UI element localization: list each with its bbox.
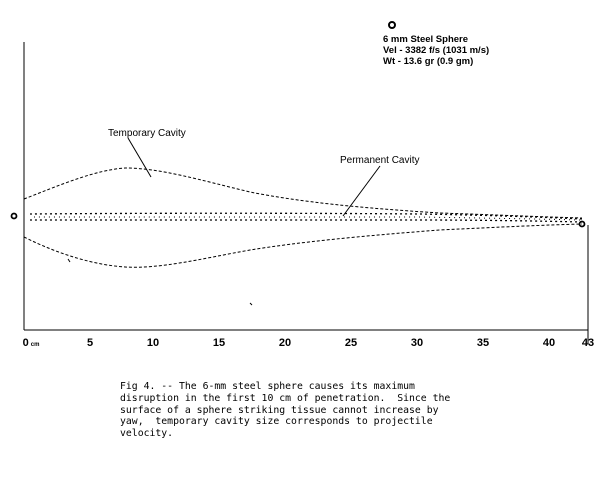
figure-caption: Fig 4. -- The 6-mm steel sphere causes its maximum disruption in the first 10 cm of penetration. Since the surface of a sphere striking tissue cannot increase by yaw, temporary cavity size corresponds to projectile velocity. (120, 381, 451, 440)
start-marker-icon (12, 214, 17, 219)
axis-tick-40: 40 (542, 337, 556, 349)
axis-tick-0: 0 cm (22, 337, 40, 349)
axis-tick-5: 5 (86, 337, 94, 349)
axis-tick-10: 10 (146, 337, 160, 349)
permanent-cavity-lower-track (30, 220, 582, 222)
temporary-cavity-pointer (128, 138, 151, 177)
speck-mark (68, 259, 70, 262)
axis-tick-15: 15 (212, 337, 226, 349)
projectile-info (383, 34, 489, 67)
projectile-weight: Wt - 13.6 gr (0.9 gm) (383, 56, 474, 67)
projectile-name: 6 mm Steel Sphere (383, 34, 469, 45)
permanent-cavity-pointer (343, 166, 380, 216)
temporary-cavity-lower-outline (24, 224, 582, 267)
speck-mark (250, 303, 252, 305)
axis-tick-30: 30 (410, 337, 424, 349)
permanent-cavity-label: Permanent Cavity (340, 155, 420, 166)
axis-unit: cm (30, 342, 40, 348)
projectile-velocity: Vel - 3382 f/s (1031 m/s) (383, 45, 490, 56)
sphere-icon (389, 22, 395, 28)
temporary-cavity-label: Temporary Cavity (108, 128, 186, 139)
axis-tick-43: 43 (581, 337, 595, 349)
axis-tick-35: 35 (476, 337, 490, 349)
axis-tick-25: 25 (344, 337, 358, 349)
axis-tick-20: 20 (278, 337, 292, 349)
temporary-cavity-upper-outline (24, 168, 582, 218)
